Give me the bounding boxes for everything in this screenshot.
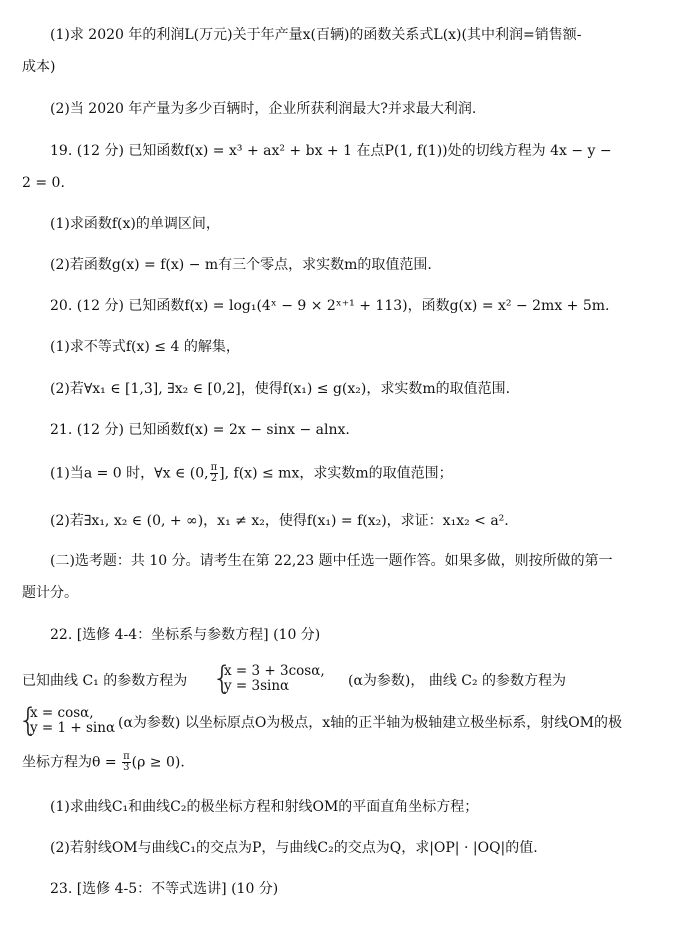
elective-intro-line1: (二)选考题：共 10 分。请考生在第 22,23 题中任选一题作答。如果多做，则按所做的第一 xyxy=(50,553,613,569)
c2-param-system xyxy=(30,706,115,736)
pi-over-2-fraction xyxy=(210,463,219,484)
q20-part2: (2)若∀x₁ ∈ [1,3], ∃x₂ ∈ [0,2]，使得f(x₁) ≤ g(x₂)，求实数m的取值范围. xyxy=(50,381,511,397)
q22-stem-text-c: (α为参数) 以坐标原点O为极点，x轴的正半轴为极轴建立极坐标系，射线OM的极 xyxy=(118,715,623,731)
q22-stem-text-a: 已知曲线 C₁ 的参数方程为 xyxy=(22,673,188,689)
q20-part1: (1)求不等式f(x) ≤ 4 的解集， xyxy=(50,339,240,355)
q22-part2: (2)若射线OM与曲线C₁的交点为P，与曲线C₂的交点为Q，求|OP| · |OQ|的值. xyxy=(50,840,538,856)
q21-part1 xyxy=(50,463,453,484)
fraction-denominator: 3 xyxy=(123,762,130,773)
c2-y-equation: y = 1 + sinα xyxy=(30,720,116,736)
fraction-numerator: π xyxy=(210,462,218,473)
q22-ray-text-a: 坐标方程为θ = xyxy=(22,754,117,771)
q21-part1-text-b: ], f(x) ≤ mx，求实数m的取值范围； xyxy=(219,465,453,482)
c2-x-equation: x = cosα, xyxy=(30,705,94,721)
q21-stem: 21. (12 分) 已知函数f(x) = 2x − sinx − alnx. xyxy=(50,422,350,438)
q21-part2: (2)若∃x₁, x₂ ∈ (0, + ∞)，x₁ ≠ x₂，使得f(x₁) = f(x₂)，求证：x₁x₂ < a². xyxy=(50,513,509,529)
elective-intro-line2: 题计分。 xyxy=(22,585,78,601)
q22-stem-text-b: (α为参数)， 曲线 C₂ 的参数方程为 xyxy=(348,673,567,689)
q22-header: 22. [选修 4-4：坐标系与参数方程] (10 分) xyxy=(50,627,321,643)
c1-x-equation: x = 3 + 3cosα, xyxy=(224,663,325,679)
q18-part1-line2: 成本) xyxy=(22,59,56,75)
q18-part1-line1: (1)求 2020 年的利润L(万元)关于年产量x(百辆)的函数关系式L(x)(其中利润=销售额- xyxy=(50,27,582,43)
q21-part1-text-a: (1)当a = 0 时，∀x ∈ (0, xyxy=(50,465,209,482)
q18-part2: (2)当 2020 年产量为多少百辆时，企业所获利润最大?并求最大利润. xyxy=(50,101,477,117)
fraction-denominator: 2 xyxy=(210,473,218,484)
pi-over-3-fraction xyxy=(122,752,131,773)
q19-part1: (1)求函数f(x)的单调区间， xyxy=(50,216,220,232)
q19-stem-line1: 19. (12 分) 已知函数f(x) = x³ + ax² + bx + 1 在点P(1, f(1))处的切线方程为 4x − y − xyxy=(50,143,612,159)
c1-y-equation: y = 3sinα xyxy=(224,678,290,694)
left-brace-icon: { xyxy=(18,701,39,739)
q19-part2: (2)若函数g(x) = f(x) − m有三个零点，求实数m的取值范围. xyxy=(50,257,432,273)
q22-ray-text-b: (ρ ≥ 0). xyxy=(131,754,185,771)
q23-header: 23. [选修 4-5：不等式选讲] (10 分) xyxy=(50,881,279,897)
fraction-numerator: π xyxy=(123,751,130,762)
c1-param-system xyxy=(224,664,325,694)
q22-stem-line3 xyxy=(22,752,185,773)
left-brace-icon: { xyxy=(212,659,233,697)
q19-stem-line2: 2 = 0. xyxy=(22,175,65,191)
q20-stem: 20. (12 分) 已知函数f(x) = log₁(4ˣ − 9 × 2ˣ⁺¹ + 113)，函数g(x) = x² − 2mx + 5m. xyxy=(50,298,610,314)
q22-part1: (1)求曲线C₁和曲线C₂的极坐标方程和射线OM的平面直角坐标方程； xyxy=(50,799,479,815)
